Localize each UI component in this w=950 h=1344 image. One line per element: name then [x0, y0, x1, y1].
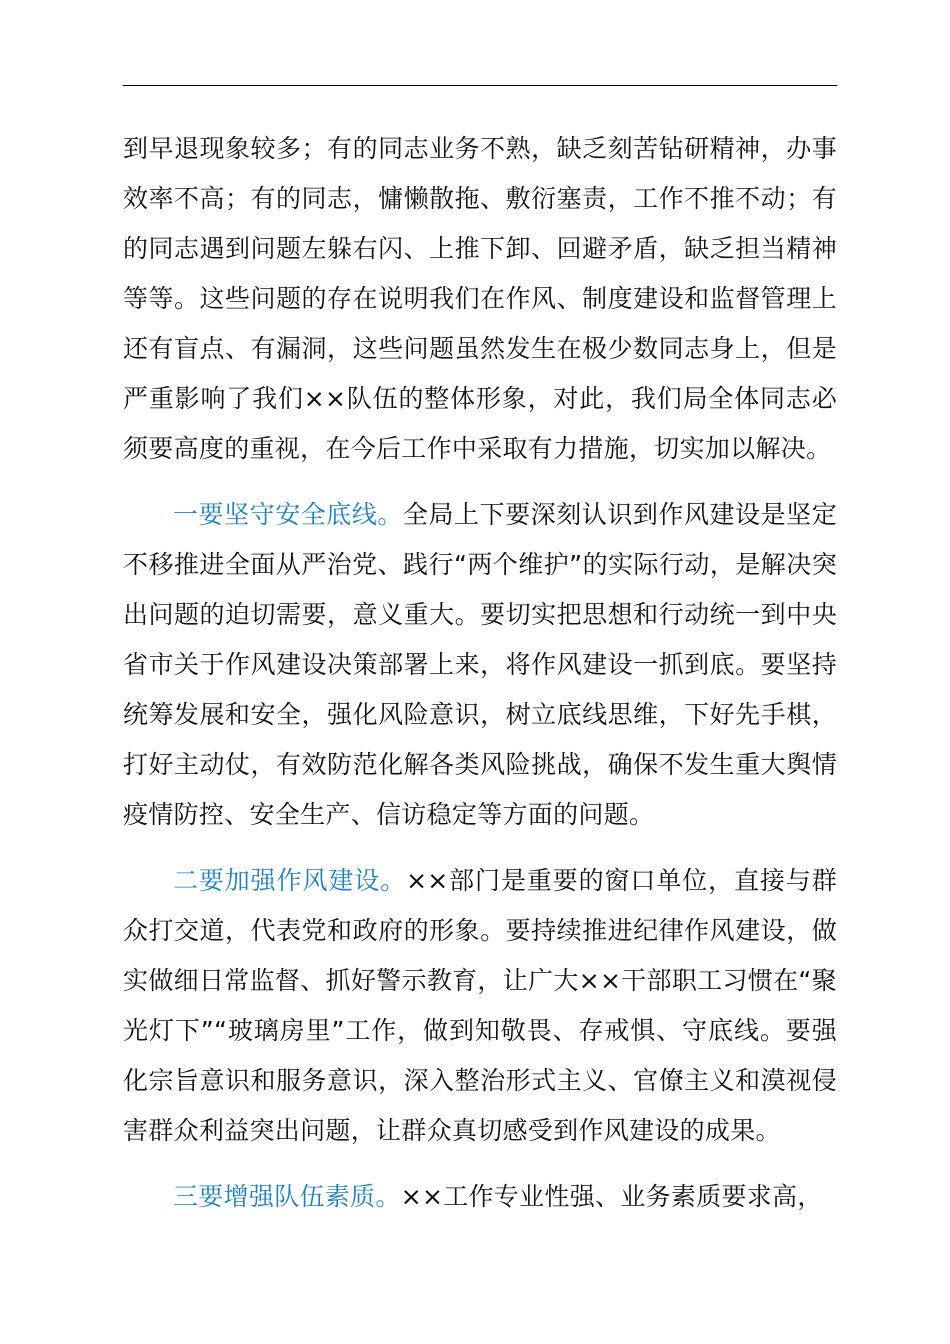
paragraph-body: 到早退现象较多；有的同志业务不熟，缺乏刻苦钻研精神，办事效率不高；有的同志，慵懒散拖、敷衍塞责，工作不推不动；有的同志遇到问题左躲右闪、上推下卸、回避矛盾，缺乏担当精神等等。这些问题的存在说明我们在作风、制度建设和监督管理上还有盲点、有漏洞，这些问题虽然发生在极少数同志身上，但是严重影响了我们××队伍的整体形象，对此，我们局全体同志必须要高度的重视，在今后工作中采取有力措施，切实加以解决。: [123, 134, 837, 463]
paragraph-heading: 一要坚守安全底线。: [173, 500, 403, 529]
paragraph-heading: 三要增强队伍素质。: [173, 1182, 401, 1211]
paragraph-heading: 二要加强作风建设。: [173, 866, 407, 895]
paragraph-body: 全局上下要深刻认识到作风建设是坚定不移推进全面从严治党、践行“两个维护”的实际行动，是解决突出问题的迫切需要，意义重大。要切实把思想和行动统一到中央省市关于作风建设决策部署上来，将作风建设一抓到底。要坚持统筹发展和安全，强化风险意识，树立底线思维，下好先手棋，打好主动仗，有效防范化解各类风险挑战，确保不发生重大舆情疫情防控、安全生产、信访稳定等方面的问题。: [123, 500, 837, 829]
paragraph-team-quality: [123, 1172, 837, 1222]
paragraph-body: ××工作专业性强、业务素质要求高，: [400, 1182, 823, 1211]
paragraph-continuation: [123, 124, 837, 474]
header-rule: [123, 85, 837, 86]
paragraph-safety-baseline: [123, 490, 837, 840]
paragraph-body: ××部门是重要的窗口单位，直接与群众打交道，代表党和政府的形象。要持续推进纪律作风建设，做实做细日常监督、抓好警示教育，让广大××干部职工习惯在“聚光灯下”“玻璃房里”工作，做到知敬畏、存戒惧、守底线。要强化宗旨意识和服务意识，深入整治形式主义、官僚主义和漠视侵害群众利益突出问题，让群众真切感受到作风建设的成果。: [123, 866, 837, 1145]
document-body: [123, 124, 837, 1238]
paragraph-work-style: [123, 856, 837, 1156]
